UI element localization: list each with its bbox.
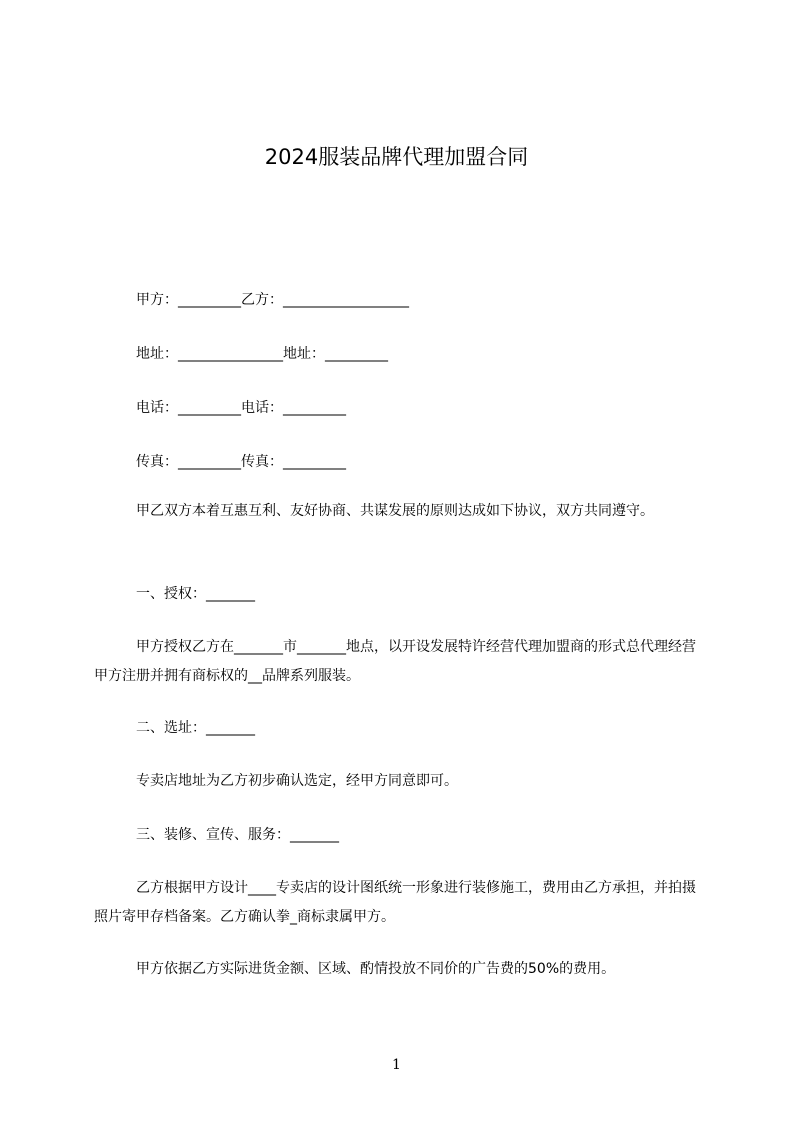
- section-3-body-2: 甲方依据乙方实际进货金额、区域、酌情投放不同价的广告费的50%的费用。: [136, 961, 616, 977]
- section-3-body-1: [94, 874, 702, 932]
- section-1-heading: 一、授权：_______: [136, 586, 255, 602]
- party-names-line: 甲方：_________乙方：__________________: [136, 292, 409, 308]
- section-3-heading: 三、装修、宣传、服务：_______: [136, 827, 339, 843]
- page-number: 1: [392, 1057, 401, 1073]
- intro-paragraph: [94, 497, 702, 526]
- party-phone-line: 电话：_________电话：_________: [136, 400, 346, 416]
- section-3-text-1: 乙方根据甲方设计____专卖店的设计图纸统一形象进行装修施工，费用由乙方承担，并拍摄照片寄甲存档备案。乙方确认拳_商标隶属甲方。: [94, 880, 696, 925]
- document-title: 2024服装品牌代理加盟合同: [264, 145, 529, 169]
- intro-text: 甲乙双方本着互惠互利、友好协商、共谋发展的原则达成如下协议，双方共同遵守。: [136, 503, 654, 519]
- section-2-heading: 二、选址：_______: [136, 720, 255, 736]
- section-2-body: 专卖店地址为乙方初步确认选定，经甲方同意即可。: [136, 773, 458, 789]
- section-1-body: [94, 633, 702, 691]
- party-fax-line: 传真：_________传真：_________: [136, 454, 346, 470]
- party-address-line: 地址：_______________地址：_________: [136, 346, 388, 362]
- section-1-text: 甲方授权乙方在_______市_______地点，以开设发展特许经营代理加盟商的形式总代理经营甲方注册并拥有商标权的__品牌系列服装。: [94, 639, 696, 684]
